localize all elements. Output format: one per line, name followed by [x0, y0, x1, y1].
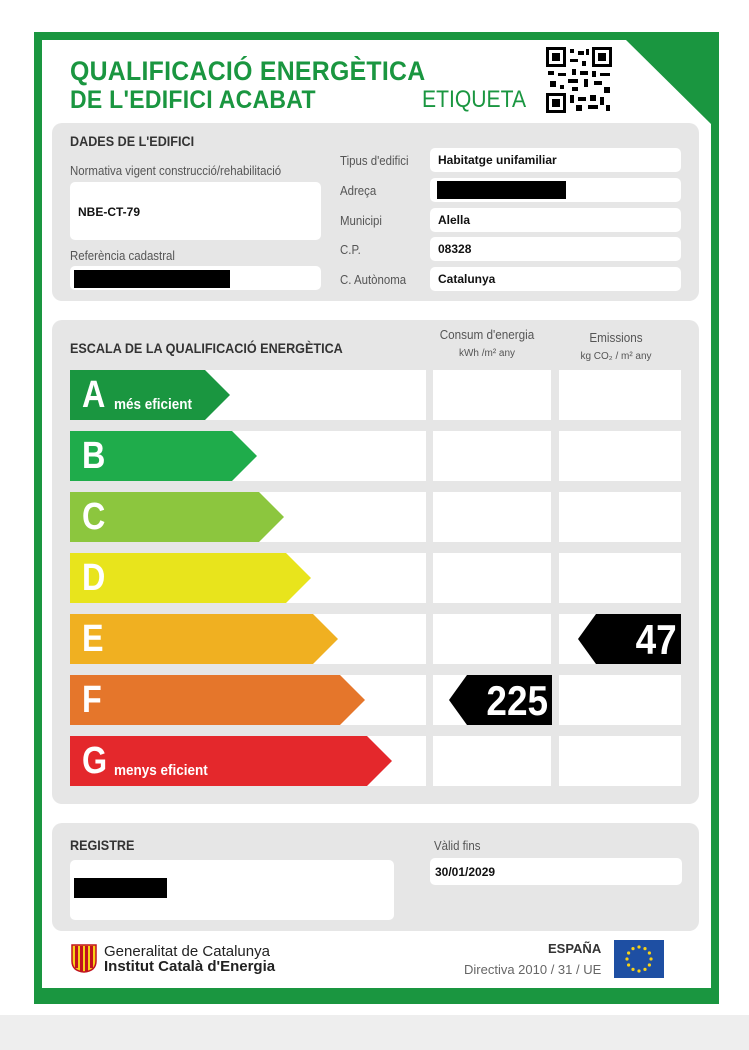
org-line-2: Institut Català d'Energia [104, 958, 276, 975]
eu-star [648, 963, 651, 966]
rating-arrow-shape [70, 614, 338, 664]
eu-star [631, 947, 634, 950]
eu-star [627, 963, 630, 966]
rating-arrow-d [70, 553, 311, 603]
eu-star [637, 969, 640, 972]
registry-section-title: REGISTRE [70, 837, 135, 853]
consumption-cell [433, 431, 551, 481]
emissions-cell [559, 675, 681, 725]
emissions-cell [559, 431, 681, 481]
eu-star [648, 951, 651, 954]
org-line-1: Generalitat de Catalunya [104, 943, 270, 960]
building-row-value: Habitatge unifamiliar [438, 153, 557, 167]
title-line-1: QUALIFICACIÓ ENERGÈTICA [70, 56, 426, 86]
emissions-unit: kg CO₂ / m² any [580, 351, 652, 362]
building-row-value: Alella [438, 213, 471, 227]
eu-star [643, 968, 646, 971]
directive-label: Directiva 2010 / 31 / UE [464, 962, 602, 977]
eu-star [649, 957, 652, 960]
emissions-cell [559, 553, 681, 603]
scale-section-title: ESCALA DE LA QUALIFICACIÓ ENERGÈTICA [70, 340, 343, 356]
registry-redaction [74, 878, 167, 898]
eu-star [625, 957, 628, 960]
building-row-value: 08328 [438, 242, 472, 256]
cadastral-redaction [74, 270, 230, 288]
label-type: ETIQUETA [422, 86, 527, 113]
rating-arrow-c [70, 492, 284, 542]
rating-letter: E [82, 618, 104, 660]
rating-arrow-shape [70, 675, 365, 725]
regulation-label: Normativa vigent construcció/rehabilitació [70, 163, 282, 178]
rating-arrow-a [70, 370, 230, 420]
eu-star [627, 951, 630, 954]
building-section-title: DADES DE L'EDIFICI [70, 133, 195, 149]
rating-letter: F [82, 679, 102, 721]
emissions-header: Emissions [589, 330, 643, 345]
building-row-label: Adreça [340, 183, 377, 198]
emissions-cell [559, 736, 681, 786]
eu-star [643, 947, 646, 950]
building-row-value: Catalunya [438, 272, 496, 286]
valid-until-value: 30/01/2029 [435, 865, 496, 879]
catalan-emblem-icon [70, 943, 98, 973]
rating-letter: B [82, 435, 106, 477]
building-row-label: Tipus d'edifici [340, 153, 409, 168]
rating-arrow-g [70, 736, 392, 786]
marker-value: 47 [635, 616, 677, 663]
building-row-label: C. Autònoma [340, 272, 407, 287]
page-bottom-band [0, 1015, 749, 1050]
consumption-cell [433, 492, 551, 542]
rating-letter: C [82, 496, 106, 538]
building-row-label: C.P. [340, 242, 361, 257]
valid-until-label: Vàlid fins [434, 838, 481, 853]
marker-value: 225 [486, 677, 548, 724]
rating-arrow-shape [70, 553, 311, 603]
consumption-header: Consum d'energia [439, 327, 535, 342]
building-row-redaction [437, 181, 566, 199]
rating-letter: G [82, 740, 108, 782]
emissions-cell [559, 492, 681, 542]
title-line-2: DE L'EDIFICI ACABAT [70, 86, 316, 114]
rating-letter: A [82, 374, 106, 416]
rating-arrow-f [70, 675, 365, 725]
qr-code-icon [546, 47, 612, 113]
rating-note: menys eficient [114, 762, 208, 779]
building-row-label: Municipi [340, 213, 382, 228]
consumption-unit: kWh /m² any [458, 348, 516, 359]
emissions-cell [559, 370, 681, 420]
rating-letter: D [82, 557, 106, 599]
eu-star [631, 968, 634, 971]
consumption-cell [433, 736, 551, 786]
consumption-cell [433, 553, 551, 603]
eu-star [637, 945, 640, 948]
country-label: ESPAÑA [548, 941, 602, 956]
rating-arrow-b [70, 431, 257, 481]
rating-note: més eficient [114, 396, 193, 413]
consumption-cell [433, 614, 551, 664]
consumption-marker [449, 675, 552, 725]
rating-arrow-e [70, 614, 338, 664]
corner-triangle [626, 40, 711, 124]
emissions-marker [578, 614, 681, 664]
cadastral-label: Referència cadastral [70, 248, 175, 263]
consumption-cell [433, 370, 551, 420]
regulation-value: NBE-CT-79 [78, 205, 141, 219]
eu-flag-icon [614, 940, 664, 978]
